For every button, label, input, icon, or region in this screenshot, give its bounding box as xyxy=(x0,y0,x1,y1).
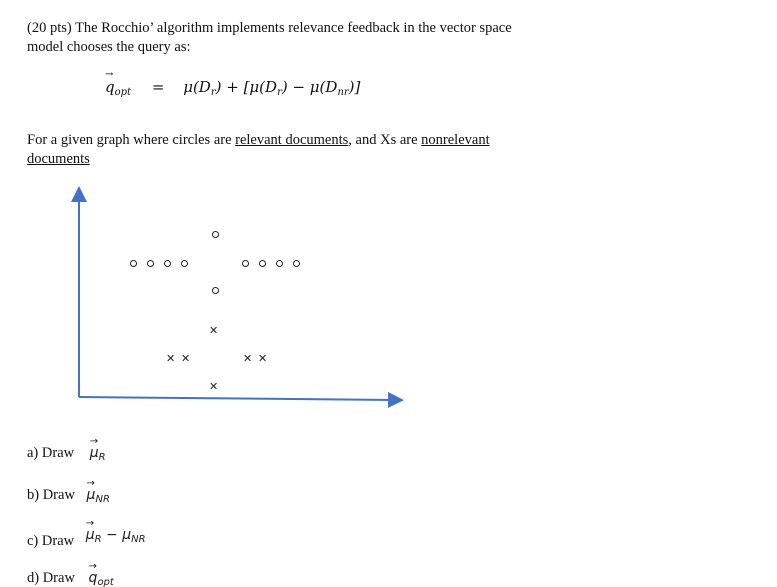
nonrelevant-doc-x: ✕ xyxy=(243,352,253,365)
relevant-doc-circle xyxy=(293,260,300,267)
task-d-math-sub: opt xyxy=(97,577,114,587)
task-b xyxy=(27,487,110,505)
relevant-documents-text: relevant documents xyxy=(235,132,349,148)
relevant-doc-circle xyxy=(212,231,219,238)
formula-rhs-mid: ) + [μ(D xyxy=(215,78,278,96)
desc-text-middle: , and Xs are xyxy=(348,132,422,148)
task-b-math: μ xyxy=(86,487,96,503)
relevant-doc-circle xyxy=(130,260,137,267)
relevant-doc-circle xyxy=(147,260,154,267)
formula-equals: = xyxy=(151,78,165,96)
task-c-math-sub: R xyxy=(94,534,102,545)
task-d xyxy=(27,570,114,587)
task-c-label: c) Draw xyxy=(27,533,75,549)
relevant-doc-circle xyxy=(164,260,171,267)
task-d-label: d) Draw xyxy=(27,570,75,586)
intro-line-2: model chooses the query as: xyxy=(27,39,191,55)
task-a-label: a) Draw xyxy=(27,445,75,461)
relevant-doc-circle xyxy=(212,287,219,294)
relevant-doc-circle xyxy=(242,260,249,267)
desc-text-before: For a given graph where circles are xyxy=(27,132,236,148)
formula-lhs-sub: opt xyxy=(114,87,132,98)
nonrelevant-doc-x: ✕ xyxy=(181,352,191,365)
task-a-math: μ xyxy=(89,445,99,461)
relevant-doc-circle xyxy=(276,260,283,267)
nonrelevant-doc-x: ✕ xyxy=(166,352,176,365)
task-a-math-sub: R xyxy=(98,452,106,463)
formula-rhs-end: )] xyxy=(348,78,361,96)
nonrelevant-doc-x: ✕ xyxy=(258,352,268,365)
task-d-math: q xyxy=(88,570,98,586)
intro-line-1: (20 pts) The Rocchio’ algorithm implements relevance feedback in the vector space xyxy=(27,20,512,36)
formula-rhs-sub-nr: nr xyxy=(337,87,349,98)
nonrelevant-text: nonrelevant xyxy=(421,132,490,148)
formula-rhs-sub-r2: r xyxy=(277,87,282,98)
nonrelevant-doc-x: ✕ xyxy=(209,380,219,393)
task-b-math-sub: NR xyxy=(95,494,110,505)
task-b-label: b) Draw xyxy=(27,487,75,503)
formula-rhs-1: μ(D xyxy=(183,78,211,96)
x-axis xyxy=(79,397,396,400)
task-c xyxy=(27,527,146,551)
task-c-math-extra: − μ xyxy=(101,527,132,543)
relevant-doc-circle xyxy=(259,260,266,267)
nonrelevant-doc-x: ✕ xyxy=(209,324,219,337)
relevant-doc-circle xyxy=(181,260,188,267)
task-c-math: μ xyxy=(85,527,95,543)
formula-rhs-sub-r: r xyxy=(210,87,216,98)
task-a xyxy=(27,445,106,463)
formula-lhs: → q xyxy=(105,78,115,96)
task-c-math-extra-sub: NR xyxy=(131,534,146,545)
documents-text: documents xyxy=(27,151,90,167)
formula-rhs-mid2: ) − μ(D xyxy=(281,78,338,96)
